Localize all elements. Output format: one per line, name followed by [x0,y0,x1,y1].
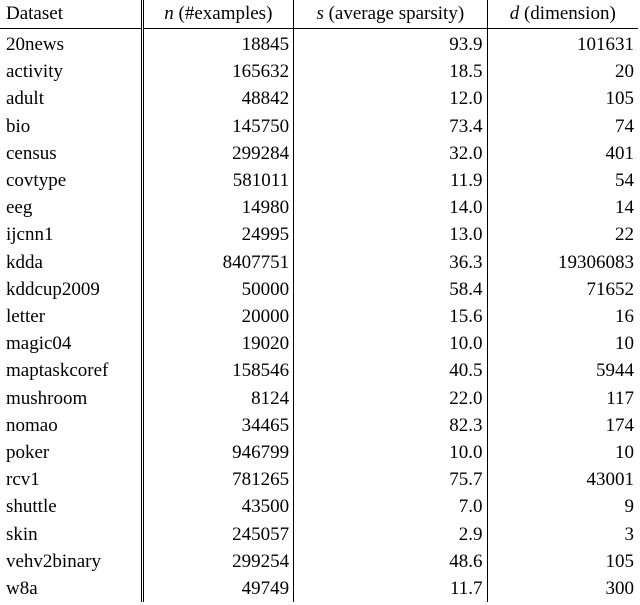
table-row [0,466,638,493]
cell-examples: 8407751 [142,249,294,276]
table-row [0,29,638,59]
table-row [0,140,638,167]
cell-dataset: poker [0,439,142,466]
table-row [0,113,638,140]
table-row [0,439,638,466]
cell-sparsity: 58.4 [294,276,487,303]
cell-dataset: ijcnn1 [0,221,142,248]
cell-sparsity: 7.0 [294,493,487,520]
cell-sparsity: 10.0 [294,330,487,357]
cell-examples: 48842 [142,85,294,112]
cell-dimension: 16 [615,306,634,328]
table-row [0,575,638,602]
cell-dataset: magic04 [0,330,142,357]
cell-dataset: adult [0,85,142,112]
table-row [0,548,638,575]
cell-dimension: 20 [615,61,634,83]
cell-dimension: 3 [624,523,634,545]
cell-examples: 14980 [142,194,294,221]
cell-sparsity: 82.3 [294,412,487,439]
cell-dimension: 74 [615,115,634,137]
cell-examples: 49749 [142,575,294,602]
cell-dimension: 14 [615,197,634,219]
table-row [0,249,638,276]
table-row [0,493,638,520]
table-row [0,357,638,384]
cell-examples: 165632 [142,58,294,85]
cell-dimension: 9 [624,496,634,518]
cell-sparsity: 73.4 [294,113,487,140]
header-dimension [487,0,638,29]
cell-sparsity: 40.5 [294,357,487,384]
cell-examples: 19020 [142,330,294,357]
cell-examples: 158546 [142,357,294,384]
cell-dataset: kddcup2009 [0,276,142,303]
cell-dimension: 401 [605,142,634,164]
header-n-label: (#examples) [173,3,273,24]
cell-dataset: census [0,140,142,167]
cell-dataset: w8a [0,575,142,602]
cell-examples: 8124 [142,385,294,412]
cell-dimension: 117 [606,387,634,409]
cell-examples: 245057 [142,521,294,548]
cell-sparsity: 18.5 [294,58,487,85]
table-row [0,85,638,112]
cell-dimension: 101631 [487,29,638,59]
cell-examples: 781265 [142,466,294,493]
cell-sparsity: 11.7 [294,575,487,602]
cell-sparsity: 36.3 [294,249,487,276]
cell-sparsity: 48.6 [294,548,487,575]
cell-dataset: skin [0,521,142,548]
cell-sparsity: 32.0 [294,140,487,167]
header-sparsity [294,0,487,29]
cell-examples: 299254 [142,548,294,575]
header-examples [142,0,294,29]
cell-dataset: 20news [0,29,142,59]
cell-examples: 50000 [142,276,294,303]
cell-sparsity: 22.0 [294,385,487,412]
table-row [0,276,638,303]
header-dataset-label: Dataset [6,3,63,24]
cell-dimension: 174 [605,414,634,436]
cell-dimension: 54 [615,170,634,192]
header-n-symbol: n [164,3,174,24]
header-s-symbol: s [316,3,324,24]
cell-sparsity: 13.0 [294,221,487,248]
cell-dimension: 5944 [596,360,634,382]
cell-dataset: activity [0,58,142,85]
cell-examples: 581011 [142,167,294,194]
table-row [0,521,638,548]
cell-dataset: covtype [0,167,142,194]
cell-dataset: bio [0,113,142,140]
table-row [0,58,638,85]
cell-sparsity: 12.0 [294,85,487,112]
header-dataset [0,0,142,29]
cell-dimension: 10 [615,333,634,355]
cell-sparsity: 10.0 [294,439,487,466]
cell-examples: 24995 [142,221,294,248]
table-row [0,385,638,412]
header-s-label: (average sparsity) [323,3,465,24]
table-row [0,330,638,357]
table-row [0,412,638,439]
cell-sparsity: 15.6 [294,303,487,330]
cell-sparsity: 2.9 [294,521,487,548]
cell-dataset: vehv2binary [0,548,142,575]
cell-dataset: eeg [0,194,142,221]
cell-dataset: nomao [0,412,142,439]
cell-dimension: 43001 [586,469,634,491]
cell-dataset: letter [0,303,142,330]
cell-dataset: kdda [0,249,142,276]
cell-sparsity: 11.9 [294,167,487,194]
cell-dataset: maptaskcoref [0,357,142,384]
table-body [0,29,638,603]
cell-dataset: mushroom [0,385,142,412]
header-d-symbol: d [509,3,520,24]
cell-examples: 43500 [142,493,294,520]
cell-examples: 34465 [142,412,294,439]
cell-dataset: rcv1 [0,466,142,493]
table-header-row [0,0,638,29]
cell-examples: 20000 [142,303,294,330]
header-d-label: (dimension) [519,3,616,24]
table-row [0,194,638,221]
cell-examples: 299284 [142,140,294,167]
cell-dimension: 19306083 [558,251,634,273]
cell-dimension: 10 [615,442,634,464]
table-row [0,303,638,330]
cell-sparsity: 75.7 [294,466,487,493]
cell-dimension: 22 [615,224,634,246]
cell-examples: 18845 [142,29,294,59]
cell-dimension: 300 [605,578,634,600]
cell-examples: 946799 [142,439,294,466]
cell-dimension: 105 [605,550,634,572]
cell-dimension: 105 [605,88,634,110]
cell-dataset: shuttle [0,493,142,520]
cell-dimension: 71652 [586,278,634,300]
cell-sparsity: 93.9 [294,29,487,59]
table-row [0,221,638,248]
table-row [0,167,638,194]
cell-sparsity: 14.0 [294,194,487,221]
cell-examples: 145750 [142,113,294,140]
